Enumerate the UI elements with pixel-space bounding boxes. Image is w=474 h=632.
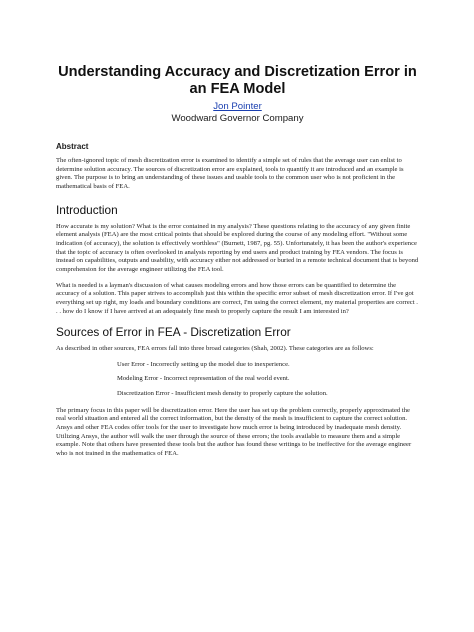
error-category-list (56, 361, 419, 399)
error-category-user: User Error - Incorrectly setting up the model due to inexperience. (117, 360, 290, 368)
intro-paragraph-2: What is needed is a layman's discussion of what causes modeling errors and how those errors can be quantified to determine the accuracy of a solution. This paper strives to accomplish just this within the specific error subset of mesh discretization error. If I've got everything set up right, my loads and boundary conditions are correct, I'm using the correct element, my material properties are correct . . . how do I know if I have arrived at an adequately fine mesh to properly capture the result I am interested in? (56, 281, 418, 315)
author-link[interactable]: Jon Pointer (213, 101, 262, 112)
introduction-heading: Introduction (56, 202, 118, 217)
paper-title: Understanding Accuracy and Discretization Error in an FEA Model (58, 64, 417, 97)
sources-intro: As described in other sources, FEA errors fall into three broad categories (Shah, 2002). These categories are as follows: (56, 345, 374, 353)
sources-heading: Sources of Error in FEA - Discretization Error (56, 325, 291, 340)
sources-closing-paragraph: The primary focus in this paper will be discretization error. Here the user has set up the problem correctly, properly approximated the real world situation and entered all the correct information, but the density of the mesh is insufficient to capture the correct solution. Ansys and other FEA codes offer tools for the user to investigate how much error is being introduced by inadequate mesh density. Utilizing Ansys, the author will walk the user through the source of these errors; the tools available to measure them and a simple example. Note that others have presented these tools but the author has found these writings to be ineffective for the average engineer who is not trained in the mathematics of FEA. (56, 406, 412, 457)
author-affiliation: Woodward Governor Company (171, 113, 304, 124)
abstract-heading: Abstract (56, 142, 89, 151)
abstract-text: The often-ignored topic of mesh discretization error is examined to identify a simple set of rules that the average user can enlist to determine solution accuracy. The sources of discretization error are explained, tools to quantify it are introduced and an example is given. The purpose is to bring an understanding of these issues and usable tools to the common user who is not proficient in the mathematical basis of FEA. (56, 157, 404, 190)
error-category-modeling: Modeling Error - Incorrect representation of the real world event. (117, 375, 290, 383)
intro-paragraph-1: How accurate is my solution? What is the error contained in my analysis? These questions relating to the accuracy of any given finite element analysis (FEA) are the most critical points that should be explored during the course of any modeling effort. "Without some indication (of accuracy), the solution is effectively worthless" (Burnett, 1987, pg. 55). Unfortunately, it has been the author's experience that the topic of accuracy is often overlooked in analysis reporting by end users and product training by FEA vendors. The focus is instead on capabilities, outputs and usability, with accuracy either not addressed or buried in a remote technical document that is beyond comprehension for the average engineer utilizing the FEA tool. (56, 222, 419, 273)
error-category-discretization: Discretization Error - Insufficient mesh density to properly capture the solution. (117, 390, 328, 398)
